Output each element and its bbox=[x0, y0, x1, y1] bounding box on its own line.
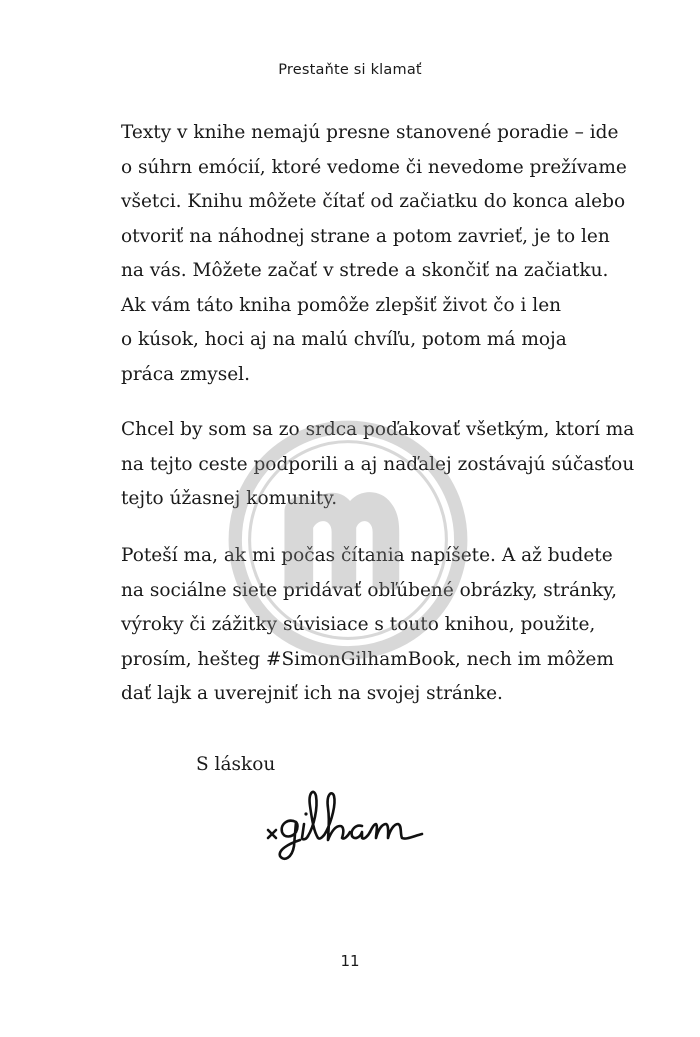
text-line: Chcel by som sa zo srdca poďakovať všetkým, ktorí ma bbox=[121, 419, 635, 440]
paragraph-1 bbox=[121, 116, 627, 392]
text-line: na sociálne siete pridávať obľúbené obrázky, stránky, bbox=[121, 579, 618, 601]
text-line: na tejto ceste podporili a aj naďalej zostávajú súčasťou bbox=[121, 453, 635, 475]
signature-icon bbox=[262, 782, 442, 864]
text-line: výroky či zážitky súvisiace s touto knihou, použite, bbox=[121, 614, 596, 635]
text-line: Poteší ma, ak mi počas čítania napíšete. A až budete bbox=[121, 545, 613, 566]
text-line: na vás. Môžete začať v strede a skončiť na začiatku. bbox=[121, 260, 609, 281]
text-line: práca zmysel. bbox=[121, 363, 250, 385]
text-line: otvoriť na náhodnej strane a potom zavrieť, je to len bbox=[121, 225, 610, 247]
text-line: dať lajk a uverejniť ich na svojej stránke. bbox=[121, 683, 503, 704]
closing-salutation: S láskou bbox=[196, 754, 276, 775]
paragraph-3 bbox=[121, 539, 618, 712]
text-line: prosím, hešteg #SimonGilhamBook, nech im môžem bbox=[121, 648, 614, 670]
text-line: Texty v knihe nemajú presne stanovené poradie – ide bbox=[121, 122, 619, 143]
paragraph-2 bbox=[121, 413, 635, 517]
running-header: Prestaňte si klamať bbox=[278, 62, 422, 78]
text-line: o kúsok, hoci aj na malú chvíľu, potom má moja bbox=[121, 329, 567, 350]
text-line: Ak vám táto kniha pomôže zlepšiť život čo i len bbox=[121, 294, 562, 316]
text-line: tejto úžasnej komunity. bbox=[121, 488, 338, 509]
text-line: všetci. Knihu môžete čítať od začiatku do konca alebo bbox=[121, 191, 626, 212]
text-line: o súhrn emócií, ktoré vedome či nevedome prežívame bbox=[121, 156, 627, 178]
page-number: 11 bbox=[340, 952, 360, 970]
